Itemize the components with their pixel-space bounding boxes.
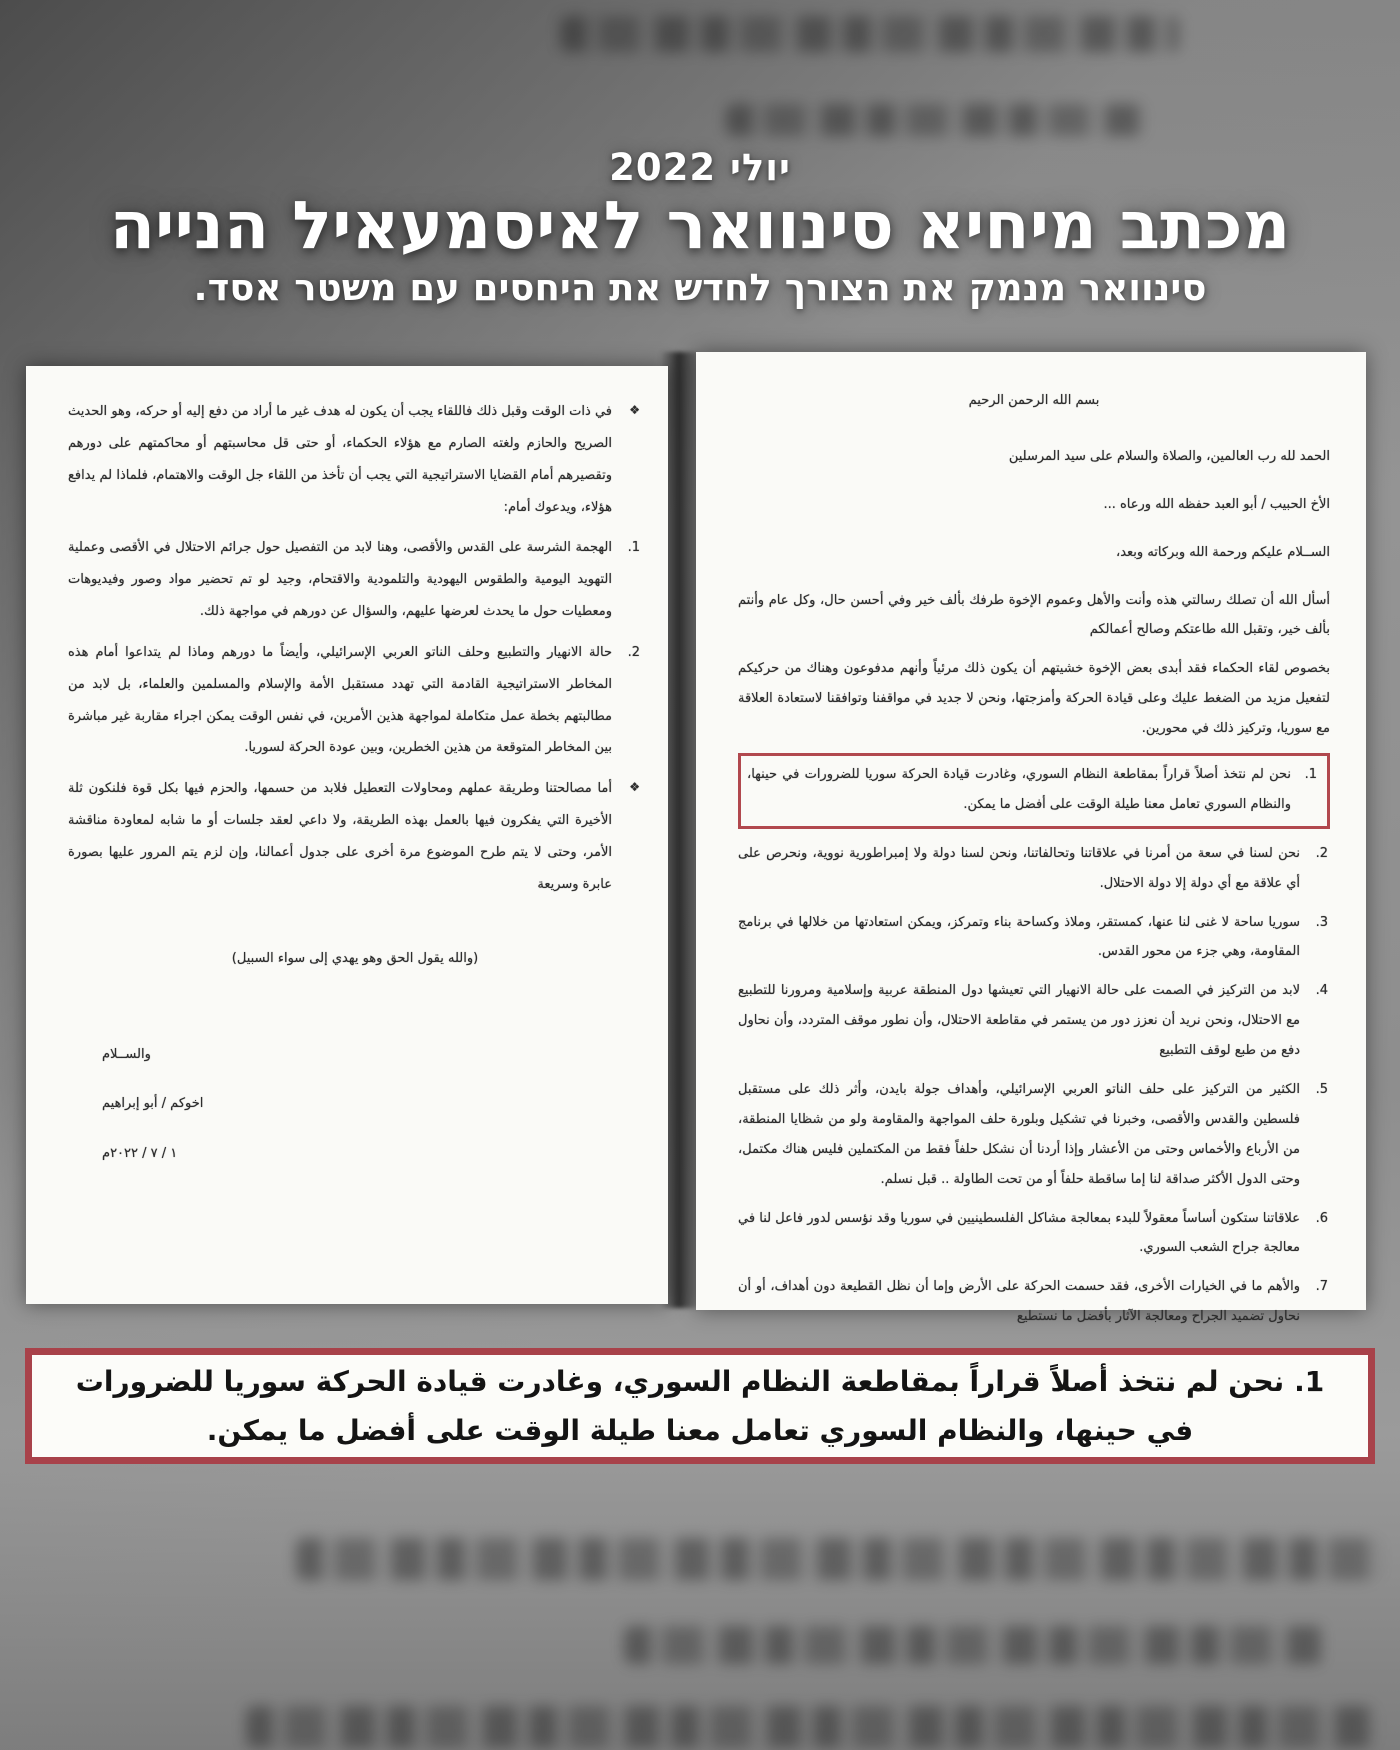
letter-paragraph [738,538,1330,568]
paragraph-marker: 2. [1315,845,1328,861]
quote-body: نحن لم نتخذ أصلاً قراراً بمقاطعة النظام السوري، وغادرت قيادة الحركة سوريا للضرورات في حينها، والنظام السوري تعامل معنا طيلة الوقت على أفضل ما يمكن. [75,1365,1285,1447]
blurred-background-text [726,104,1146,136]
scanned-letter-page-1 [696,352,1366,1325]
headline-date: יולי 2022 [609,146,791,189]
letter-paragraph [738,654,1330,744]
paragraph-marker: ❖ [629,780,640,795]
letter-paragraph [68,637,642,764]
paragraph-text: في ذات الوقت وقبل ذلك فاللقاء يجب أن يكون له هدف غير ما أراد من دفع إليه أو حركه، وهو الحديث الصريح والحازم ولغته الصارم مع هؤلاء الحكماء، أو حتى قل محاسبتهم أو محاكمتهم على دورهم وتقصيرهم أمام القضايا الاستراتيجية التي يجب أن تأخذ من اللقاء جل الوقت والاهتمام، فلماذا لم يدافع هؤلاء، ويدعوك أمام: [68,404,612,515]
paragraph-marker: ❖ [629,403,640,417]
paragraph-text: اخوكم / أبو إبراهيم [102,1096,204,1112]
letter-paragraph [738,1075,1330,1195]
letter-paragraph [68,532,642,628]
paragraph-text: الســلام عليكم ورحمة الله وبركاته وبعد، [1116,544,1330,560]
quote-number: 1. [1294,1365,1325,1398]
paragraph-marker: 4. [1315,983,1328,999]
paragraph-marker: 5. [1315,1082,1328,1098]
letter-paragraph [68,1039,642,1071]
scanned-letter-page-2 [26,366,668,1304]
paragraph-text: والســلام [102,1046,151,1062]
headline-subtitle: סינוואר מנמק את הצורך לחדש את היחסים עם משטר אסד. [193,266,1207,310]
paragraph-marker: 3. [1315,914,1328,930]
paragraph-text: الحمد لله رب العالمين، والصلاة والسلام على سيد المرسلين [1008,448,1330,464]
letter-paragraph [738,908,1330,968]
paragraph-marker: 2. [627,644,640,660]
letter-paragraph [68,1088,642,1120]
letter-paragraph [738,753,1330,829]
paragraph-marker: 1. [627,540,640,556]
headline-block [0,146,1400,309]
paragraph-text: والأهم ما في الخيارات الأخرى، فقد حسمت الحركة على الأرض وإما أن نظل القطيعة دون أهداف، أو أن نحاول تضميد الجراح ومعالجة الآثار بأفضل ما نستطيع [738,1279,1300,1325]
blurred-background-text [296,1538,1382,1580]
headline-title: מכתב מיחיא סינוואר לאיסמעאיל הנייה [109,187,1291,264]
paragraph-marker: 1. [1304,767,1317,783]
letter-paragraph [738,976,1330,1066]
letter-paragraph [738,1204,1330,1264]
blurred-background-text [560,16,1180,52]
paragraph-text: أسأل الله أن تصلك رسالتي هذه وأنت والأهل وعموم الإخوة طرفك بألف خير وفي أحسن حال، وكل عام وأنتم بألف خير، وتقبل الله طاعتكم وصالح أعمالكم [738,592,1330,638]
letter-paragraph [68,773,642,900]
letter-paragraph [738,1272,1330,1332]
paragraph-text: الكثير من التركيز على حلف الناتو العربي الإسرائيلي، وأهداف جولة بايدن، وأثر ذلك على مستقبل فلسطين والقدس والأقصى، وخبرنا في تشكيل وبلورة حلف المواجهة والمقاومة ولو من شظايا المنطقة، من الأرباع والأخماس وحتى من الأعشار وإذا أردنا أن نشكل حلفاً فقط من المكتملين فليس هناك مكتمل، وحتى الدول الأكثر صداقة لنا إما ساقطة حلفاً أو من تحت الطاولة .. قبل نسلم. [738,1082,1300,1187]
letter-paragraph [738,586,1330,646]
letter-paragraph [738,839,1330,899]
letter-paragraph [68,1138,642,1170]
paragraph-text: حالة الانهيار والتطبيع وحلف الناتو العربي الإسرائيلي، وأيضاً ما دورهم وماذا لم يتداعوا أمام هذه المخاطر الاستراتيجية القادمة التي تهدد مستقبل الأمة والإسلام والمسلمين والعلماء، بل لابد من مطالبتهم بخطة عمل متكاملة لمواجهة هذين الأمرين، في نفس الوقت يمكن اجراء مقاربة غير مباشرة بين المخاطر المتوقعة من هذين الخطرين، وبين عودة الحركة لسوريا. [68,644,612,756]
letter-paragraph [68,396,642,523]
paragraph-text: بخصوص لقاء الحكماء فقد أبدى بعض الإخوة خشيتهم أن يكون ذلك مرئياً وأنهم مدفوعون وهناك من حركيكم لتفعيل مزيد من الضغط عليك وعلى قيادة الحركة وأمزجتها، ونحن لا جديد في مواقفنا وتوافقنا لاستعادة العلاقة مع سوريا، وتركيز ذلك في محورين. [738,661,1330,737]
paragraph-text: لابد من التركيز في الصمت على حالة الانهيار التي تعيشها دول المنطقة عربية وإسلامية ومرورنا للتطبيع مع الاحتلال، ونحن نريد أن نعزز دور من يستمر في مقاطعة الاحتلال، وأن نطور موقف المتردد، وأن نحاول دفع من طبع لوقف التطبيع [738,983,1300,1059]
paragraph-marker: 7. [1315,1279,1328,1295]
paragraph-text: نحن لم نتخذ أصلاً قراراً بمقاطعة النظام السوري، وغادرت قيادة الحركة سوريا للضرورات في حينها، والنظام السوري تعامل معنا طيلة الوقت على أفضل ما يمكن. [747,767,1291,812]
paragraph-text: علاقاتنا ستكون أساساً معقولاً للبدء بمعالجة مشاكل الفلسطينيين في سوريا وقد نؤسس لدور فاعل لنا في معالجة جراح الشعب السوري. [738,1210,1300,1256]
paragraph-text: الهجمة الشرسة على القدس والأقصى، وهنا لابد من التفصيل حول جرائم الاحتلال في الأقصى وعملية التهويد اليومية والطقوس اليهودية والتلمودية والاقتحام، وجيد لو تم تحضير مواد وصور وفيديوهات ومعطيات حول ما يحدث لعرضها عليهم، والسؤال عن دورهم في مواجهة ذلك. [68,540,612,620]
letter-paragraph [738,490,1330,520]
paragraph-text: أما مصالحتنا وطريقة عملهم ومحاولات التعطيل فلابد من حسمها، والحزم فيها بكل قوة فلنكون ثلة الأخيرة التي يفكرون فيها بالعمل بهذه الطريقة، ولا داعي لعقد جلسات أو ما شابه لمعاودة مناقشة الأمر، وحتى لا يتم طرح الموضوع مرة أخرى على جدول أعمالنا، وإن لزم يتم المرور عليها بصورة عابرة وسريعة [68,781,612,892]
paragraph-text: بسم الله الرحمن الرحيم [968,393,1100,408]
letter-paragraph [68,943,642,975]
paragraph-text: ١ / ٧ / ٢٠٢٢م [102,1146,178,1162]
paragraph-text: نحن لسنا في سعة من أمرنا في علاقاتنا وتحالفاتنا، ونحن لسنا دولة ولا إمبراطورية نووية، ونحرص على أي علاقة مع أي دولة إلا دولة الاحتلال. [738,845,1300,891]
paragraph-text: (والله يقول الحق وهو يهدي إلى سواء السبيل) [231,950,479,966]
letter-paragraph [738,442,1330,472]
letter-paragraph [738,386,1330,416]
blurred-background-text [624,1626,1324,1664]
paragraph-text: سوريا ساحة لا غنى لنا عنها، كمستقر، وملاذ وكساحة بناء وتمركز، ويمكن استعادتها من خلالها في برنامج المقاومة، وهي جزء من محور القدس. [738,914,1300,960]
paragraph-text: الأخ الحبيب / أبو العبد حفظه الله ورعاه ... [1103,496,1330,512]
highlighted-quote-box [25,1348,1375,1464]
blurred-background-text [246,1706,1376,1748]
highlighted-quote-text [66,1357,1334,1455]
paragraph-marker: 6. [1315,1210,1328,1226]
